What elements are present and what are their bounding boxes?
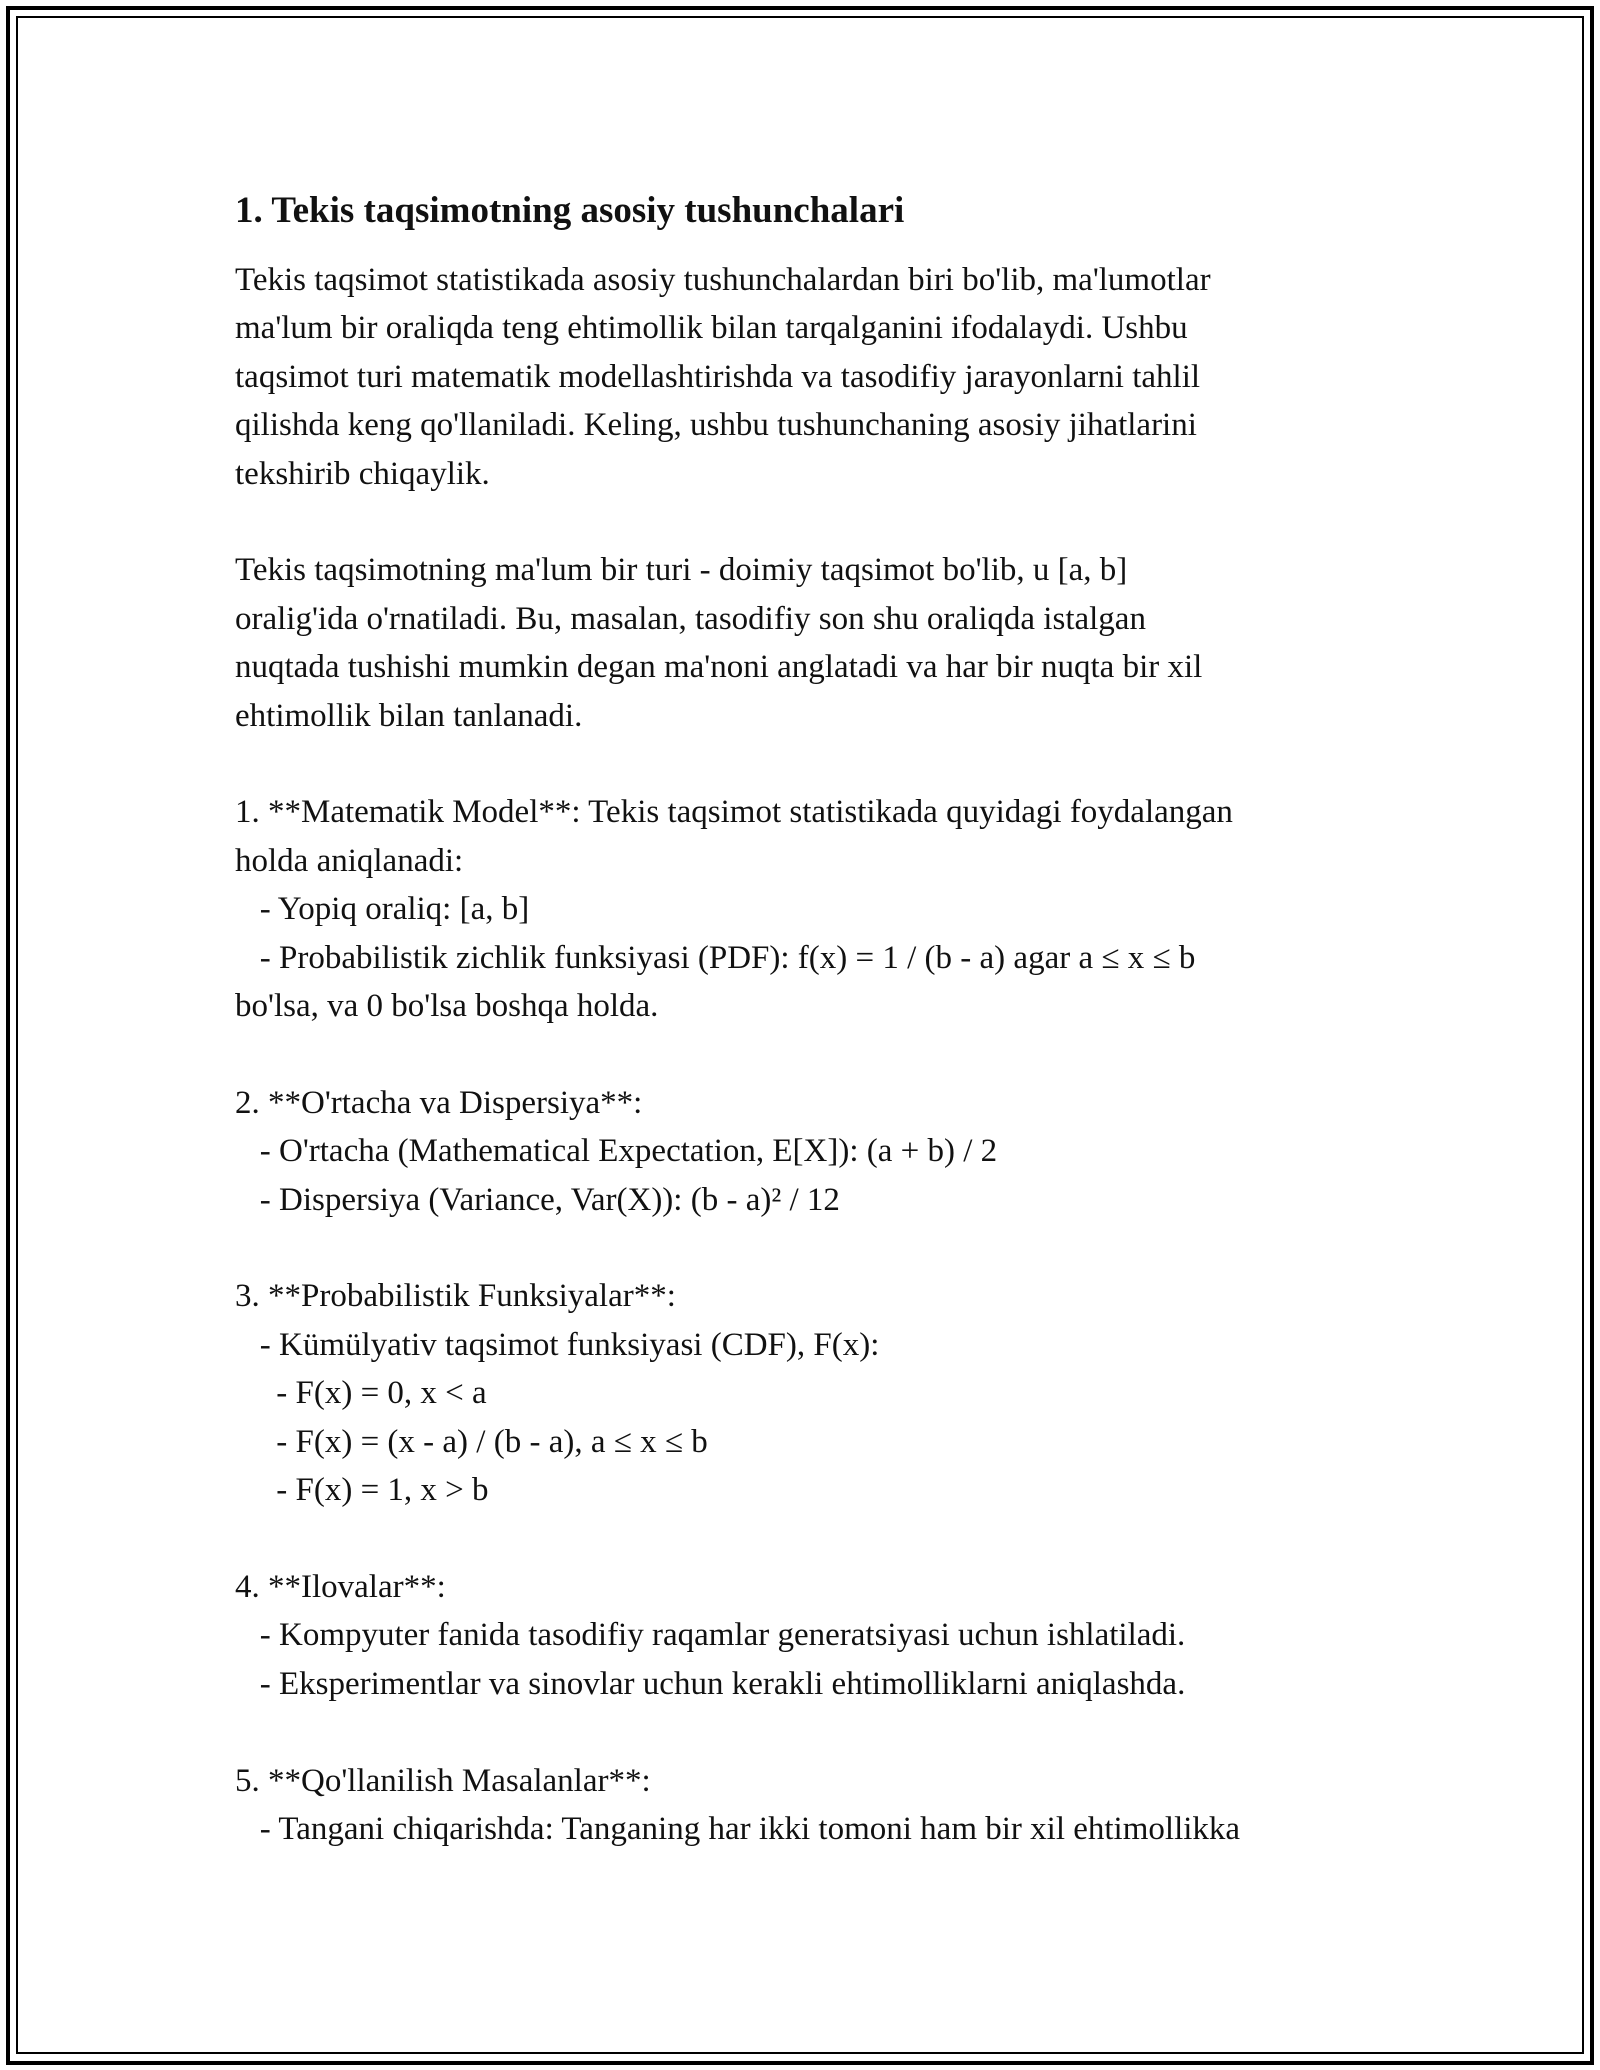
text-line: Tekis taqsimotning ma'lum bir turi - doimiy taqsimot bo'lib, u [a, b] bbox=[235, 552, 1128, 589]
list-item-heading: 1. **Matematik Model**: Tekis taqsimot statistikada quyidagi foydalangan bbox=[235, 794, 1233, 831]
probabilistic-functions-item bbox=[235, 1272, 1425, 1514]
sub-list-item: - Yopiq oraliq: [a, b] bbox=[235, 891, 530, 928]
list-item-heading: 5. **Qo'llanilish Masalanlar**: bbox=[235, 1762, 651, 1799]
sub-list-item: - Tangani chiqarishda: Tanganing har ikki tomoni ham bir xil ehtimollikka bbox=[235, 1810, 1241, 1847]
sub-list-item: - Kompyuter fanida tasodifiy raqamlar generatsiyasi uchun ishlatiladi. bbox=[235, 1617, 1186, 1654]
continuous-distribution-paragraph bbox=[235, 546, 1425, 740]
list-item-heading: 2. **O'rtacha va Dispersiya**: bbox=[235, 1084, 643, 1121]
sub-list-item: - Probabilistik zichlik funksiyasi (PDF): f(x) = 1 / (b - a) agar a ≤ x ≤ b bbox=[235, 939, 1196, 976]
text-line: Tekis taqsimot statistikada asosiy tushunchalardan biri bo'lib, ma'lumotlar bbox=[235, 262, 1211, 298]
mathematical-model-item bbox=[235, 788, 1425, 1030]
text-line: oralig'ida o'rnatiladi. Bu, masalan, tasodifiy son shu oraliqda istalgan bbox=[235, 600, 1146, 637]
text-line: holda aniqlanadi: bbox=[235, 842, 464, 879]
text-line: nuqtada tushishi mumkin degan ma'noni anglatadi va har bir nuqta bir xil bbox=[235, 649, 1203, 686]
intro-paragraph bbox=[235, 256, 1425, 498]
mean-variance-item bbox=[235, 1079, 1425, 1224]
sub-sub-list-item: - F(x) = 1, x > b bbox=[235, 1472, 489, 1509]
text-line: ma'lum bir oraliqda teng ehtimollik bilan tarqalganini ifodalaydi. Ushbu bbox=[235, 310, 1188, 347]
applications-item bbox=[235, 1563, 1425, 1708]
usage-examples-item bbox=[235, 1757, 1425, 1854]
sub-sub-list-item: - F(x) = 0, x < a bbox=[235, 1375, 487, 1412]
sub-list-item: - Eksperimentlar va sinovlar uchun kerakli ehtimolliklarni aniqlashda. bbox=[235, 1665, 1186, 1702]
text-line: ehtimollik bilan tanlanadi. bbox=[235, 697, 583, 734]
sub-list-item: - O'rtacha (Mathematical Expectation, E[X]): (a + b) / 2 bbox=[235, 1133, 998, 1170]
document-body bbox=[235, 186, 1425, 1902]
list-item-heading: 3. **Probabilistik Funksiyalar**: bbox=[235, 1278, 676, 1315]
text-line: taqsimot turi matematik modellashtirishda va tasodifiy jarayonlarni tahlil bbox=[235, 358, 1201, 395]
sub-list-item: - Dispersiya (Variance, Var(X)): (b - a)² / 12 bbox=[235, 1181, 840, 1218]
section-title: 1. Tekis taqsimotning asosiy tushunchalari bbox=[235, 190, 905, 231]
text-line: qilishda keng qo'llaniladi. Keling, ushbu tushunchaning asosiy jihatlarini bbox=[235, 407, 1197, 444]
text-line: tekshirib chiqaylik. bbox=[235, 455, 490, 492]
sub-sub-list-item: - F(x) = (x - a) / (b - a), a ≤ x ≤ b bbox=[235, 1423, 708, 1460]
text-line: bo'lsa, va 0 bo'lsa boshqa holda. bbox=[235, 988, 659, 1025]
sub-list-item: - Kümülyativ taqsimot funksiyasi (CDF), F(x): bbox=[235, 1326, 880, 1363]
list-item-heading: 4. **Ilovalar**: bbox=[235, 1568, 446, 1605]
